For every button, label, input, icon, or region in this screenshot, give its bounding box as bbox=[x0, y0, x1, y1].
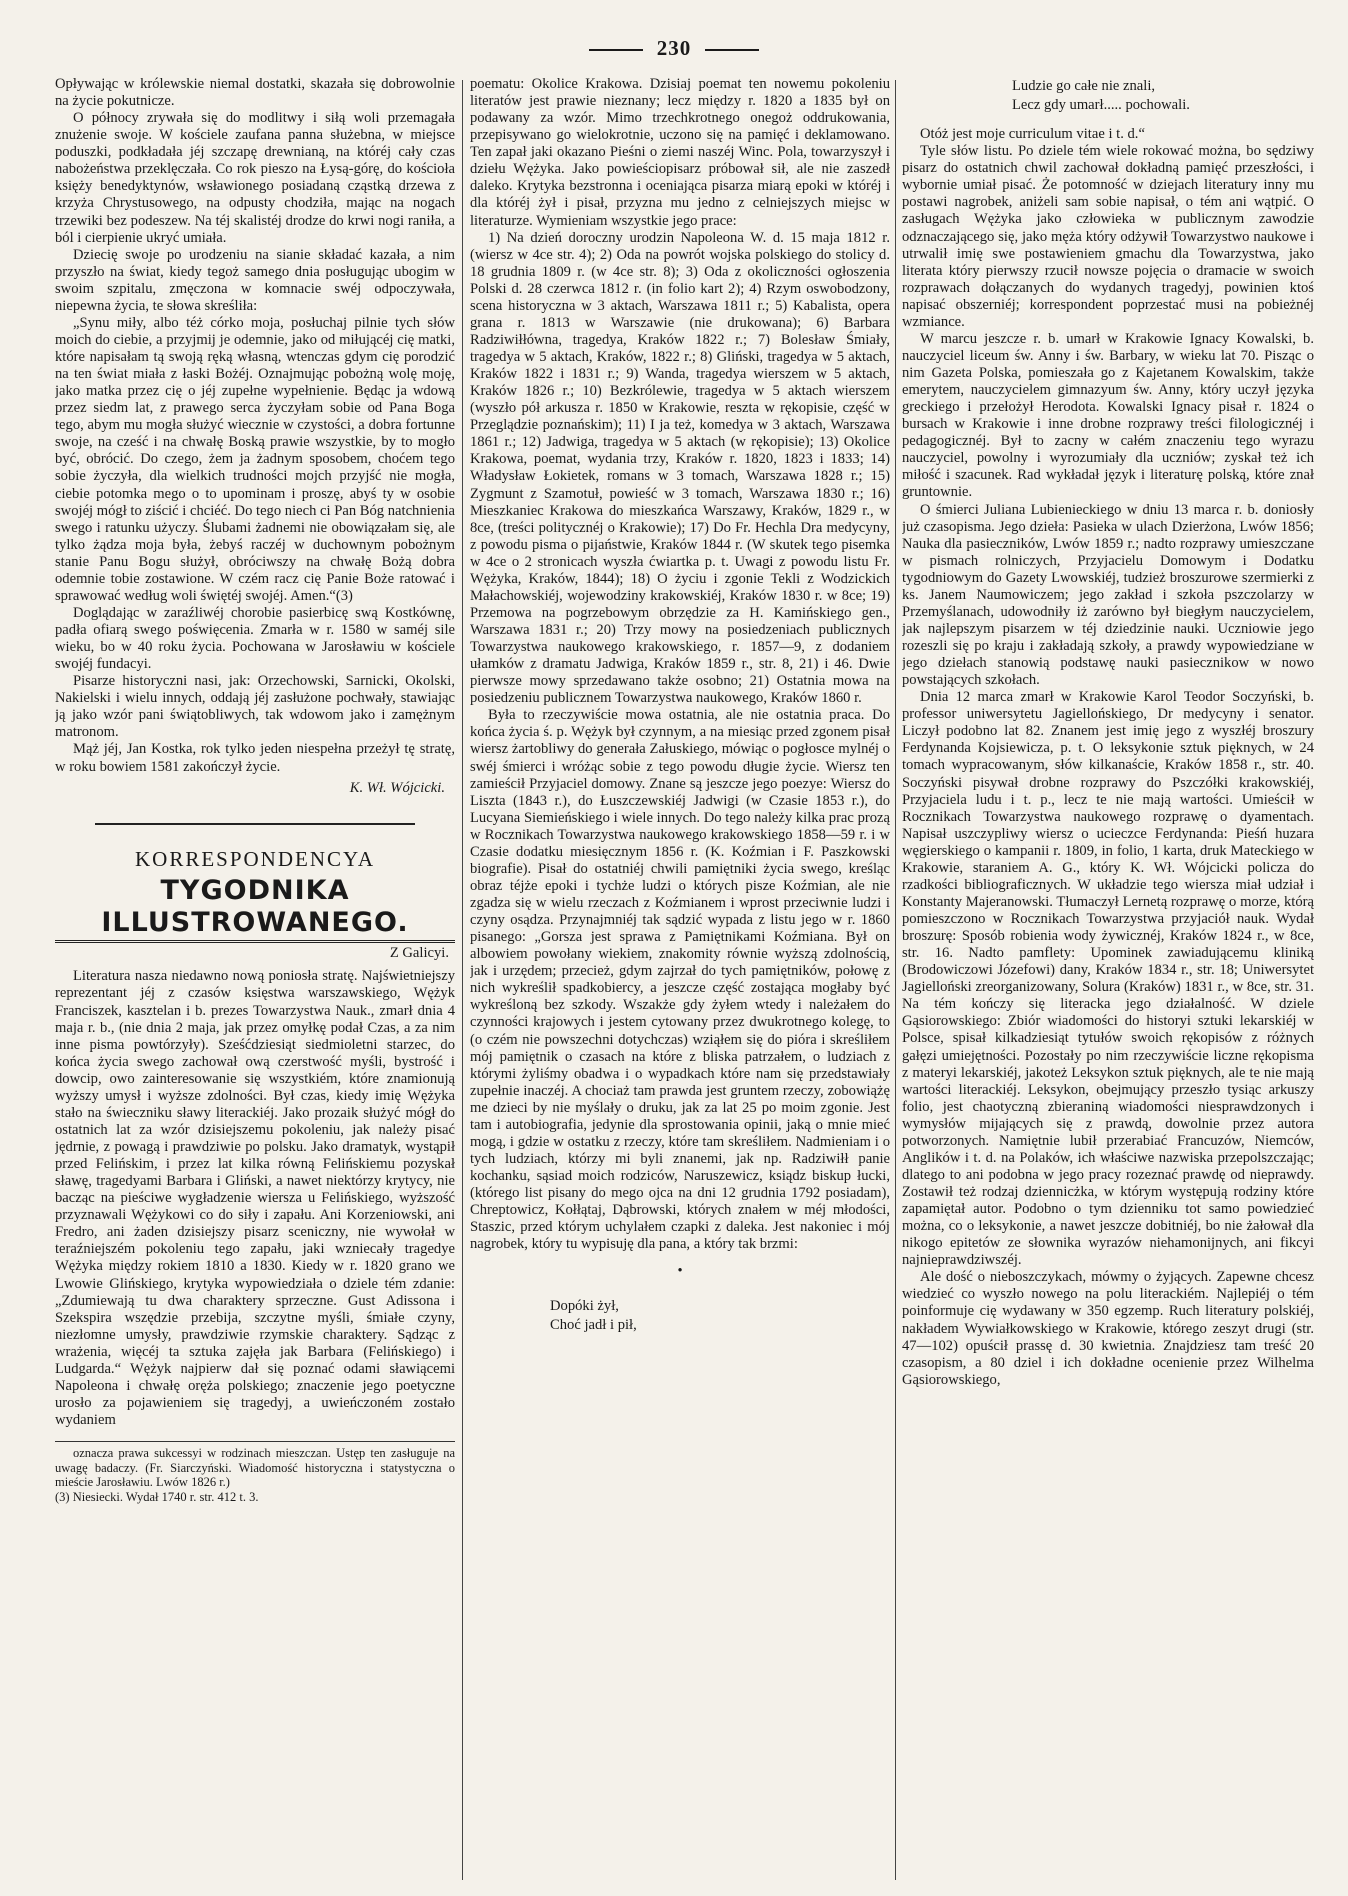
paragraph: Opływając w królewskie niemal dostatki, skazała się dobrowolnie na życie pokutnicze. bbox=[55, 76, 455, 110]
paragraph: Doglądając w zaraźliwéj chorobie pasierbicę swą Kostkównę, padła ofiarą swego poświęcenia. Zmarła w r. 1580 w saméj sile wieku, bo w 40 roku życia. Pochowana w Jarosławiu w kościele swojéj fundacyi. bbox=[55, 604, 455, 673]
bullet-mark: • bbox=[677, 1263, 683, 1280]
paragraph: O północy zrywała się do modlitwy i siłą woli przemagała znużenie swoje. W kościele zaufana panna służebna, w miejsce poduszki, podkładała jéj szczapę drewnianą, na któréj cały czas nabożeństwa przeklęczała. Co rok pieszo na Łysą-górę, do kościoła księży benedyktynów, wsławionego posiadaną cząstką drzewa z krzyża Chrystusowego, na odpusty chodziła, mając na nogach trzewiki bez podeszew. Na téj skalistéj drodze do krwi nogi raniła, a ból i cierpienie ukryć umiała. bbox=[55, 110, 455, 246]
column-left bbox=[55, 76, 455, 1881]
paragraph: Ale dość o nieboszczykach, mówmy o żyjących. Zapewne chcesz wiedzieć co wyszło nowego na polu literackiém. Najlepiéj o tém poinformuje cię wydawany w 350 egzemp. Ruch literatury polskiéj, nakładem Wywiałkowskiego w Krakowie, którego zeszyt drugi (str. 47—102) opuścił prassę d. 30 kwietnia. Znajdziesz tam treść 20 czasopism, a 80 dziel i ich dokładne ocenienie przez Wilhelma Gąsiorowskiego, bbox=[902, 1269, 1314, 1388]
paragraph: „Synu miły, albo téż córko moja, posłuchaj pilnie tych słów moich do ciebie, a przyjmij je odemnie, jako od miłującéj cię matki, które napisałam tą swoją ręką własną, wtenczas gdym cię porodzić na ten świat miała z łaski Bożéj. Oznajmując pobożną wolę moję, jako matka przez cię o jéj zupełne wypełnienie. Będąc ja wdową przez siedm lat, z prawego serca życzyłam sobie od Pana Boga tego, abym mu mogła służyć wiecznie w czystości, a dobra fortunne swoje, na cześć i na chwałę Boską prawie wszystkie, by to mogło być, obrócić. Do czego, żem ja żadnym sposobem, choćem tego sobie życzyła, dla wielkich trudności mojch przyjść nie mogła, ciebie potomka mego o to upominam i proszę, abyś ty w osobie swojéj mógł to ziścić i chciéć. Do tego niech ci Pan Bóg natchnienia swego i ratunku użyczy. Ślubami żadnemi nie obowiązałam się, ale tylko żądza moja była, żebyś raczéj w duchownym pobożnym stanie Panu Bogu służył, obróciwszy na chwałę Bożą dobra odemnie tobie zostawione. W czém racz cię Panie Boże ratować i sprawować według woli świętéj swojéj. Amen.“(3) bbox=[55, 314, 455, 604]
footnote: oznacza prawa sukcessyi w rodzinach mieszczan. Ustęp ten zasługuje na uwagę badaczy. (Fr. Siarczyński. Wiadomość historyczna i statystyczna o mieście Jarosławiu. Lwów 1826 r.) bbox=[55, 1446, 455, 1490]
author-signature: K. Wł. Wójcicki. bbox=[349, 779, 445, 796]
verse-line: Dopóki żył, bbox=[550, 1298, 619, 1315]
paragraph: W marcu jeszcze r. b. umarł w Krakowie Ignacy Kowalski, b. nauczyciel liceum św. Anny i św. Barbary, w wieku lat 70. Pisząc o nim Gazeta Polska, pomieszała go z Kajetanem Kowalskim, także emerytem, nauczycielem gimnazyum św. Anny, który uczył języka greckiego i przełożył Herodota. Kowalski Ignacy pisał r. 1824 o bursach w Krakowie i inne drobne rozprawy treści filologicznéj i pedagogicznéj. Był to zacny w całém znaczeniu tego wyrazu nauczyciel, powolny i wyrozumiały dla uczniów; zyskał też ich miłość i szacunek. Rad wykładał język i literaturę polską, które znał gruntownie. bbox=[902, 330, 1314, 501]
verse-line: Lecz gdy umarł..... pochowali. bbox=[1012, 97, 1190, 114]
paragraph: O śmierci Juliana Lubienieckiego w dniu 13 marca r. b. doniosły już czasopisma. Jego dzieła: Pasieka w ulach Dzierżona, Lwów 1856; Nauka dla pasieczników, Lwów 1859 r.; nadto rozprawy umieszczane w pismach rolniczych, Przyjacielu Domowym i Dodatku tygodniowym do Gazety Lwowskiéj, tudzież broszurowe szermierki z ks. Janem Naumowiczem; jego zakład i szkoła pszczolarzy w Przemyślanach, udowodniły iż zarówno był biegłym nauczycielem, jak najlepszym pisarzem w téj dziedzinie nauki. Uczniowie jego rozeszli się po kraju i zakładają szkoły, a prawdy wypowiedziane w jego dziełach stanowią podstawę nauki pasiecznikow w nowo powstających szkołach. bbox=[902, 501, 1314, 689]
column-right bbox=[902, 76, 1314, 1881]
correspondence-title: TYGODNIKA ILLUSTROWANEGO. bbox=[55, 875, 455, 943]
verse-line: Choć jadł i pił, bbox=[550, 1317, 637, 1334]
paragraph: poematu: Okolice Krakowa. Dzisiaj poemat ten nowemu pokoleniu literatów jest prawie nieznany; lecz między r. 1820 a 1835 był on podawany za wzór. Mimo trzechkrotnego onegoż oddrukowania, przepisywano go wielokrotnie, uczono się na pamięć i deklamowano. Ten zapał jaki okazano Pieśni o ziemi naszéj Winc. Pola, towarzyszył i dziełu Wężyka. Jako powieściopisarz próbował sił, ale nie zaszedł daleko. Krytyka bezstronna i oceniająca pisarza miarą epoki w któréj i dla któréj żył i pisał, przyzna mu jedno z celniejszych miejsc w literaturze. Wymieniam wszystkie jego prace: bbox=[470, 76, 890, 229]
footnotes bbox=[55, 1441, 455, 1505]
footnote: (3) Niesiecki. Wydał 1740 r. str. 412 t. 3. bbox=[55, 1489, 259, 1504]
paragraph: Otóż jest moje curriculum vitae i t. d.“ bbox=[920, 126, 1145, 143]
paragraph: Dziecię swoje po urodzeniu na sianie składać kazała, a nim przyszło na świat, kiedy tegoż samego dnia posługując ubogim w swoim szpitalu, zmęczona w komnacie swéj odpoczywała, niepewna życia, te słowa skreśliła: bbox=[55, 246, 455, 314]
column-rule bbox=[895, 80, 896, 1880]
page-number: 230 bbox=[0, 36, 1348, 61]
paragraph: Mąż jéj, Jan Kostka, rok tylko jeden niespełna przeżył tę stratę, w roku bowiem 1581 zakończył życie. bbox=[55, 741, 455, 775]
correspondence-heading: KORRESPONDENCYA bbox=[134, 846, 376, 871]
paragraph: Pisarze historyczni nasi, jak: Orzechowski, Sarnicki, Okolski, Nakielski i wielu innych, oddają jéj zasłużone pochwały, stawiając ją jako wzór pani świątobliwych, tak wdowom jako i zamężnym matronom. bbox=[55, 673, 455, 741]
paragraph: Literatura nasza niedawno nową poniosła stratę. Najświetniejszy reprezentant jéj z czasów księstwa warszawskiego, Wężyk Franciszek, kasztelan i b. prezes Towarzystwa Nauk., zmarł dnia 4 maja r. b., (nie dnia 2 maja, jak przez omyłkę podał Czas, a za nim inne pisma powtórzyły). Sześćdziesiąt siedmioletni starzec, do końca życia swego zachował ową czerstwość myśli, bystrość i dowcip, owo zainteresowanie się wszystkiém, które znamionują wyższy umysł i wyższe zdolności. Był czas, kiedy imię Wężyka stało na świeczniku sławy literackiéj. Jako prozaik służyć mógł do ostatnich lat za wzór dzisiejszemu pokoleniu, jak należy pisać jędrnie, z powagą i prawdziwie po polsku. Jako dramatyk, wystąpił przed Felińskim, i przez lat kilka równą Felińskiemu pozyskał sławę, tragedyami Barbara i Gliński, a nawet niektórzy krytycy, nie bacząc na pieściwe wygładzenie wiersza u Felińskiego, wyższość przyznawali Wężykowi co do siły i zapału. Ani Korzeniowski, ani Fredro, ani żaden dzisiejszy pisarz sceniczny, nie wywołał w teraźniejszém pokoleniu tego zapału, jaki wzniecały tragedye Wężyka między rokiem 1810 a 1830. Kiedy w r. 1820 grano we Lwowie Glińskiego, krytyka wypowiedziała o dziele tém zdanie: „Zdumiewają tu dwa charaktery sprzeczne. Gust Adissona i Szekspira wszędzie przebija, szczytne myśli, śmiałe czyny, niezłomne umysły, prawdziwie rzymskie charaktery. Sądząc z wrażenia, więcéj ta sztuka zajęła jak Barbara (Felińskiego) i Ludgarda.“ Wężyk najpierw dał się poznać odami sławiącemi Napoleona i chwałę oręża polskiego; znaczenie jego poetyczne urosło za pojawieniem się tragedyj, a uwieńczoném zostało wydaniem bbox=[55, 968, 455, 1429]
verse-line: Ludzie go całe nie znali, bbox=[1012, 78, 1156, 94]
paragraph: Była to rzeczywiście mowa ostatnia, ale nie ostatnia praca. Do końca życia ś. p. Wężyk był czynnym, a na miesiąc przed zgonem pisał wiersz żartobliwy do generała Załuskiego, mówiąc o pogłosce mylnéj o swéj śmierci i wróżąc sobie z tego powodu długie życie. Wiersz ten zamieścił Przyjaciel domowy. Znane są jeszcze jego poezye: Wiersz do Liszta (1843 r.), do Łuszczewskiéj Jadwigi (w Czasie 1853 r.), do Lucyana Siemieńskiego i wiele innych. Do tego należy kilka prac prozą w Rocznikach Towarzystwa naukowego krakowskiego 1858—59 r. i w Czasie dodatku miesięcznym 1856 r. (K. Koźmian i F. Paszkowski biografie). Pisał do ostatniéj chwili pamiętniki życia swego, kreśląc obraz téjże epoki i tychże ludzi o których pisze Koźmian, ale nie zgadza się w wielu rzeczach z Koźmianem i wprost przeciwnie ludzi i czyny osądza. Przynajmniéj tak sądzić wypada z listu jego w r. 1860 pisanego: „Gorsza jest sprawa z Pamiętnikami Koźmiana. Był on albowiem powołany wiekiem, znakomity równie wyższą zdolnością, jak i urzędem; przecież, gdym zajrzał do tych pamiętników, połowę z nich wykreślił spadkobiercy, a jeszcze część zostająca mogłaby być wykreśloną bez szkody. Wszakże gdy żyłem wtedy i należałem do czynności krajowych i jestem cytowany przez dwukrotnego kolegę, to (o czém nie powszechni dotychczas) wziąłem się do pióra i skreśliłem mój pamiętnik o czasach na które z bliska patrzałem, o ludziach z którymi żyliśmy obadwa i o wypadkach które nam się przedstawiały zupełnie inaczéj. A chociaż tam prawda jest gruntem rzeczy, zobowiążę me dzieci by nie myślały o druku, jak za lat 25 po moim zgonie. Jest tam i autobiografia, jedynie dla sprostowania opinii, jaką o mnie mieć mogą, i gdzie w ostatku z rzeczy, które tam skreśliłem. Nadmieniam i o tych ludziach, którzy mi byli znanemi, jak np. Radziwiłł panie kochanku, sąsiad moich rodziców, Naruszewicz, ksiądz biskup łucki, (którego list pisany do mego ojca na dni 12 grudnia 1792 posiadam), Chreptowicz, Kołłątaj, Dąbrowski, których znałem w méj młodości, Staszic, przed którym uchylałem czapki z daleka. Jest nakoniec i mój nagrobek, który tu wypisuję dla pana, a który tak brzmi: bbox=[470, 707, 890, 1253]
paragraph: 1) Na dzień doroczny urodzin Napoleona W. d. 15 maja 1812 r. (wiersz w 4ce str. 4); 2) Oda na powrót wojska polskiego do stolicy d. 18 grudnia 1809 r. (w 4ce str. 8); 3) Oda z okoliczności ogłoszenia Polski d. 28 czerwca 1812 r. (in folio kart 2); 4) Rzym oswobodzony, scena historyczna w 3 aktach, Warszawa 1811 r.; 5) Kabalista, opera grana r. 1813 w Warszawie (nie drukowana); 6) Barbara Radziwiłłówna, tragedya, Kraków 1822 r.; 7) Bolesław Śmiały, tragedya w 5 aktach, Kraków, 1822 r.; 8) Gliński, tragedya w 5 aktach, Kraków 1822 i 1831 r.; 9) Wanda, tragedya wierszem w 5 aktach, Kraków 1826 r.; 10) Bezkrólewie, tragedya w 5 aktach wierszem (wyszło pół arkusza r. 1850 w Krakowie, reszta w rękopisie, część w Przeglądzie poznańskim); 11) I ja też, komedya w 3 aktach, Warszawa 1861 r.; 12) Jadwiga, tragedya w 5 aktach (w rękopisie); 13) Okolice Krakowa, poemat, wydania trzy, Kraków r. 1820, 1823 i 1833; 14) Władysław Łokietek, romans w 3 tomach, Warszawa 1828 r.; 15) Zygmunt z Szamotuł, powieść w 3 tomach, Warszawa 1830 r.; 16) Mieszkaniec Krakowa do mieszkańca Warszawy, Kraków, 1829 r., w 8ce, (treści politycznéj o Krakowie); 17) Do Fr. Hechla Dra medycyny, z powodu pisma o pijaństwie, Kraków 1844 r. (W skutek tego pisemka w 4ce o 2 stronicach wyszła ćwiartka p. t. Uwagi z powodu listu Fr. Wężyka, Kraków, 1844); 18) O życiu i zgonie Tekli z Wodzickich Małachowskiéj, wojewodziny krakowskiéj, Kraków 1830 r. w 8ce; 19) Przemowa na pogrzebowym obrzędzie za H. Kamińskiego gen., Warszawa 1831 r.; 20) Trzy mowy na posiedzeniach publicznych Towarzystwa naukowego krakowskiego, r. 1857—9, z dodaniem ułamków z dramatu Jadwiga, Kraków 1859 r., str. 8, 21) i 46. Dwie pierwsze mowy sprzedawano także osobno; 21) Ostatnia mowa na posiedzeniu publicznem Towarzystwa naukowego, Kraków 1860 r. bbox=[470, 229, 890, 707]
column-rule bbox=[462, 80, 463, 1880]
column-middle bbox=[470, 76, 890, 1881]
correspondence-place: Z Galicyi. bbox=[389, 945, 449, 962]
paragraph: Dnia 12 marca zmarł w Krakowie Karol Teodor Soczyński, b. professor uniwersytetu Jagiellońskiego, Dr medycyny i senator. Liczył podobno lat 82. Znanem jest imię jego z wyszłéj broszury Ferdynanda Kojsiewicza, p. t. O leksykonie sztuk pięknych, w 24 tomach wypracowanym, słów kilkanaście, Kraków 1858 r., str. 40. Soczyński pisywał drobne rozprawy do Pszczółki krakowskiéj, Przyjaciela ludu i t. p., lecz te nie mają wartości. Umieścił w Rocznikach Towarzystwa naukowego rozprawę o dyamentach. Napisał uszczypliwy wiersz o ucieczce Ferdynanda: Pieśń huzara węgierskiego o kampanii r. 1809, in folio, 1 karta, druk Mateckiego w Krakowie, staraniem A. G., który K. Wł. Wójcicki policza do rzadkości bibliograficznych. W układzie tego wiersza miał udział i Konstanty Majeranowski. Tłumaczył Lernetą rozprawę o morze, którą pomieszczono w Rocznikach Towarzystwa przyjaciół nauk. Wydał broszurę: Sposób robienia wody żywicznéj, Kraków 1824 r., w 8ce, str. 16. Nadto pamflety: Upominek zawiadującemu kliniką (Brodowiczowi Józefowi) dany, Kraków 1834 r., str. 18; Uniwersytet Jagielloński zreorganizowany, Solura (Kraków) 1831 r., w 8ce, str. 31. Na tém kończy się literacka jego działalność. W dziele Gąsiorowskiego: Zbiór wiadomości do historyi sztuki lekarskiéj w Polsce, spisał kilkadziesiąt tytułów swoich rękopisów z różnych gałęzi umiejętności. Pozostały po nim rzeczywiście liczne rękopisma z materyi lekarskiéj, jakoteż Leksykon sztuk pięknych, ale te nie mają wartości literackiéj. Leksykon, obejmujący przeszło tysiąc arkuszy folio, jest chaotyczną zbieraniną wiadomości niesprawdzonych i wymysłów mijających się z prawdą, dowolnie przez autora potworzonych. Namiętnie lubił przerabiać Francuzów, Niemców, Anglików i t. d. na Polaków, ich właściwe nazwiska przepolszczając; dlatego to ani podobna w jego pracy rozeznać prawdę od nieprawdy. Zostawił też rodzaj dziennicżka, w którym występują rodziny które zapamiętał autor. Podobno o tym dzienniku tot samo powiedzieć można, co o leksykonie, a nawet jeszcze dobitniéj, bo nie żałował dla nikogo epitetów ze słownika wyrazów niehamonijnych, ani fikcyi najnieprawdziwszéj. bbox=[902, 689, 1314, 1269]
paragraph: Tyle słów listu. Po dziele tém wiele rokować można, bo sędziwy pisarz do ostatnich chwil zachował dokładną pamięć przeszłości, i wybornie umiał pisać. Że potomność w dziejach literatury inny mu postawi nagrobek, aniżeli sam sobie napisał, o tém ani wątpić. O zasługach Wężyka jako człowieka w publicznym zawodzie odznaczającego się, jako męża który odżywił Towarzystwo naukowe i utrwalił imię swe postawieniem gmachu dla Towarzystwa, jako literata który pierwszy rzucił nowsze pojęcia o dramacie w swoich rozprawach dołączanych do wydanych tragedyj, powinien ktoś napisać obszerniéj; korrespondent poprzestać musi na pobieżnéj wzmiance. bbox=[902, 143, 1314, 330]
section-divider bbox=[95, 823, 415, 825]
